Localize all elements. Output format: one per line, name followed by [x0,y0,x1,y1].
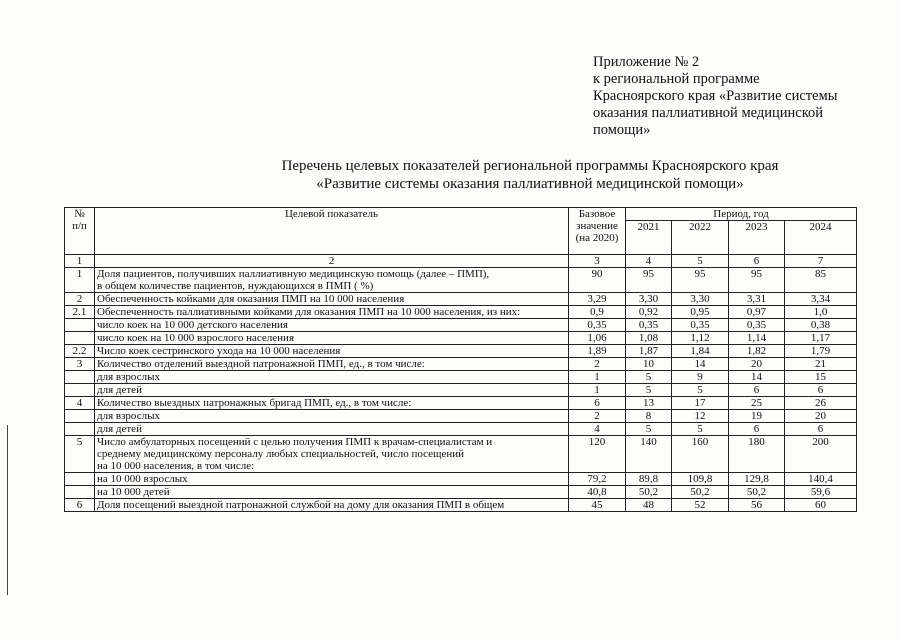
row-number: 1 [65,268,95,293]
row-year-value: 50,2 [729,486,785,499]
row-year-value: 3,34 [785,293,857,306]
row-year-value: 1,12 [672,332,729,345]
row-year-value: 95 [626,268,672,293]
appendix-line: Красноярского края «Развитие системы [593,88,838,104]
row-year-value: 1,87 [626,345,672,358]
row-year-value: 1,08 [626,332,672,345]
row-indicator: Обеспеченность койками для оказания ПМП на 10 000 населения [95,293,569,306]
row-number: 5 [65,436,95,473]
row-year-value: 0,35 [626,319,672,332]
table-row [65,319,857,332]
row-number [65,332,95,345]
row-year-value: 14 [672,358,729,371]
row-indicator: Доля пациентов, получивших паллиативную медицинскую помощь (далее – ПМП), в общем количестве пациентов, нуждающихся в ПМП ( %) [95,268,569,293]
indicators-table [64,207,857,512]
row-number [65,371,95,384]
row-number: 4 [65,397,95,410]
header-year: 2024 [785,221,857,255]
table-row [65,397,857,410]
row-year-value: 85 [785,268,857,293]
row-year-value: 0,95 [672,306,729,319]
col-number: 7 [785,255,857,268]
row-base-value: 1 [569,384,626,397]
col-number: 3 [569,255,626,268]
row-number [65,486,95,499]
row-year-value: 17 [672,397,729,410]
row-year-value: 3,30 [626,293,672,306]
row-year-value: 160 [672,436,729,473]
row-year-value: 56 [729,499,785,512]
row-indicator: число коек на 10 000 взрослого населения [95,332,569,345]
row-year-value: 180 [729,436,785,473]
row-indicator: на 10 000 взрослых [95,473,569,486]
row-year-value: 1,14 [729,332,785,345]
col-number: 2 [95,255,569,268]
row-indicator: для взрослых [95,371,569,384]
row-year-value: 21 [785,358,857,371]
row-base-value: 4 [569,423,626,436]
row-year-value: 0,92 [626,306,672,319]
row-base-value: 0,35 [569,319,626,332]
row-year-value: 0,35 [672,319,729,332]
row-indicator: Доля посещений выездной патронажной службой на дому для оказания ПМП в общем [95,499,569,512]
row-year-value: 1,0 [785,306,857,319]
header-year: 2021 [626,221,672,255]
row-indicator: для детей [95,423,569,436]
appendix-line: помощи» [593,122,651,138]
row-year-value: 6 [729,384,785,397]
row-year-value: 20 [785,410,857,423]
table-row [65,423,857,436]
table-row [65,410,857,423]
row-base-value: 1,89 [569,345,626,358]
header-year: 2023 [729,221,785,255]
table-row [65,486,857,499]
row-base-value: 2 [569,410,626,423]
row-year-value: 48 [626,499,672,512]
title-line-2: «Развитие системы оказания паллиативной медицинской помощи» [316,176,744,192]
row-indicator: Обеспеченность паллиативными койками для оказания ПМП на 10 000 населения, из них: [95,306,569,319]
row-base-value: 40,8 [569,486,626,499]
row-year-value: 10 [626,358,672,371]
row-year-value: 3,31 [729,293,785,306]
document-title [180,157,880,193]
title-line-1: Перечень целевых показателей региональной программы Красноярского края [281,158,779,174]
header-period: Период, год [626,208,857,221]
row-year-value: 1,17 [785,332,857,345]
row-number: 2.1 [65,306,95,319]
row-year-value: 95 [729,268,785,293]
col-number: 5 [672,255,729,268]
row-year-value: 15 [785,371,857,384]
row-number [65,423,95,436]
row-base-value: 6 [569,397,626,410]
row-year-value: 6 [785,423,857,436]
table-row [65,345,857,358]
row-year-value: 5 [626,423,672,436]
row-year-value: 12 [672,410,729,423]
margin-line [7,425,8,595]
row-indicator: Количество выездных патронажных бригад ПМП, ед., в том числе: [95,397,569,410]
row-indicator: для взрослых [95,410,569,423]
table-row [65,293,857,306]
row-base-value: 2 [569,358,626,371]
row-base-value: 79,2 [569,473,626,486]
row-year-value: 26 [785,397,857,410]
row-year-value: 50,2 [672,486,729,499]
row-year-value: 6 [729,423,785,436]
row-indicator: Число коек сестринского ухода на 10 000 населения [95,345,569,358]
header-year: 2022 [672,221,729,255]
row-year-value: 0,35 [729,319,785,332]
row-year-value: 9 [672,371,729,384]
table-row [65,499,857,512]
row-year-value: 0,97 [729,306,785,319]
row-base-value: 120 [569,436,626,473]
table-row [65,384,857,397]
row-number: 2.2 [65,345,95,358]
table-row [65,358,857,371]
row-year-value: 5 [672,423,729,436]
column-numbers-row [65,255,857,268]
row-year-value: 89,8 [626,473,672,486]
row-year-value: 109,8 [672,473,729,486]
row-year-value: 5 [626,371,672,384]
row-year-value: 5 [672,384,729,397]
header-num: № п/п [65,208,95,255]
row-indicator: на 10 000 детей [95,486,569,499]
table-row [65,268,857,293]
row-year-value: 6 [785,384,857,397]
row-year-value: 13 [626,397,672,410]
row-year-value: 1,84 [672,345,729,358]
row-year-value: 95 [672,268,729,293]
appendix-note [593,54,838,139]
row-base-value: 0,9 [569,306,626,319]
appendix-line: к региональной программе [593,71,760,87]
row-year-value: 129,8 [729,473,785,486]
table-row [65,332,857,345]
row-year-value: 14 [729,371,785,384]
row-base-value: 90 [569,268,626,293]
row-number: 6 [65,499,95,512]
appendix-line: Приложение № 2 [593,54,700,70]
row-year-value: 140,4 [785,473,857,486]
row-indicator: число коек на 10 000 детского населения [95,319,569,332]
row-base-value: 3,29 [569,293,626,306]
row-base-value: 45 [569,499,626,512]
row-base-value: 1,06 [569,332,626,345]
row-year-value: 1,82 [729,345,785,358]
appendix-line: оказания паллиативной медицинской [593,105,824,121]
row-year-value: 3,30 [672,293,729,306]
table-row [65,473,857,486]
col-number: 1 [65,255,95,268]
col-number: 4 [626,255,672,268]
row-base-value: 1 [569,371,626,384]
col-number: 6 [729,255,785,268]
row-year-value: 52 [672,499,729,512]
row-year-value: 1,79 [785,345,857,358]
row-year-value: 19 [729,410,785,423]
header-indicator: Целевой показатель [95,208,569,255]
row-year-value: 20 [729,358,785,371]
row-number: 2 [65,293,95,306]
row-number [65,410,95,423]
table-row [65,371,857,384]
row-year-value: 0,38 [785,319,857,332]
row-number [65,384,95,397]
row-year-value: 50,2 [626,486,672,499]
row-indicator: Количество отделений выездной патронажной ПМП, ед., в том числе: [95,358,569,371]
header-base: Базовое значение (на 2020) [569,208,626,255]
row-year-value: 25 [729,397,785,410]
row-indicator: для детей [95,384,569,397]
table-row [65,436,857,473]
row-year-value: 140 [626,436,672,473]
row-number: 3 [65,358,95,371]
row-number [65,473,95,486]
row-indicator: Число амбулаторных посещений с целью получения ПМП к врачам-специалистам и среднему медицинскому персоналу любых специальностей, число посещений на 10 000 населения, в том числе: [95,436,569,473]
row-year-value: 59,6 [785,486,857,499]
row-year-value: 5 [626,384,672,397]
table-row [65,306,857,319]
row-year-value: 8 [626,410,672,423]
header-row [65,208,857,221]
row-number [65,319,95,332]
row-year-value: 60 [785,499,857,512]
row-year-value: 200 [785,436,857,473]
